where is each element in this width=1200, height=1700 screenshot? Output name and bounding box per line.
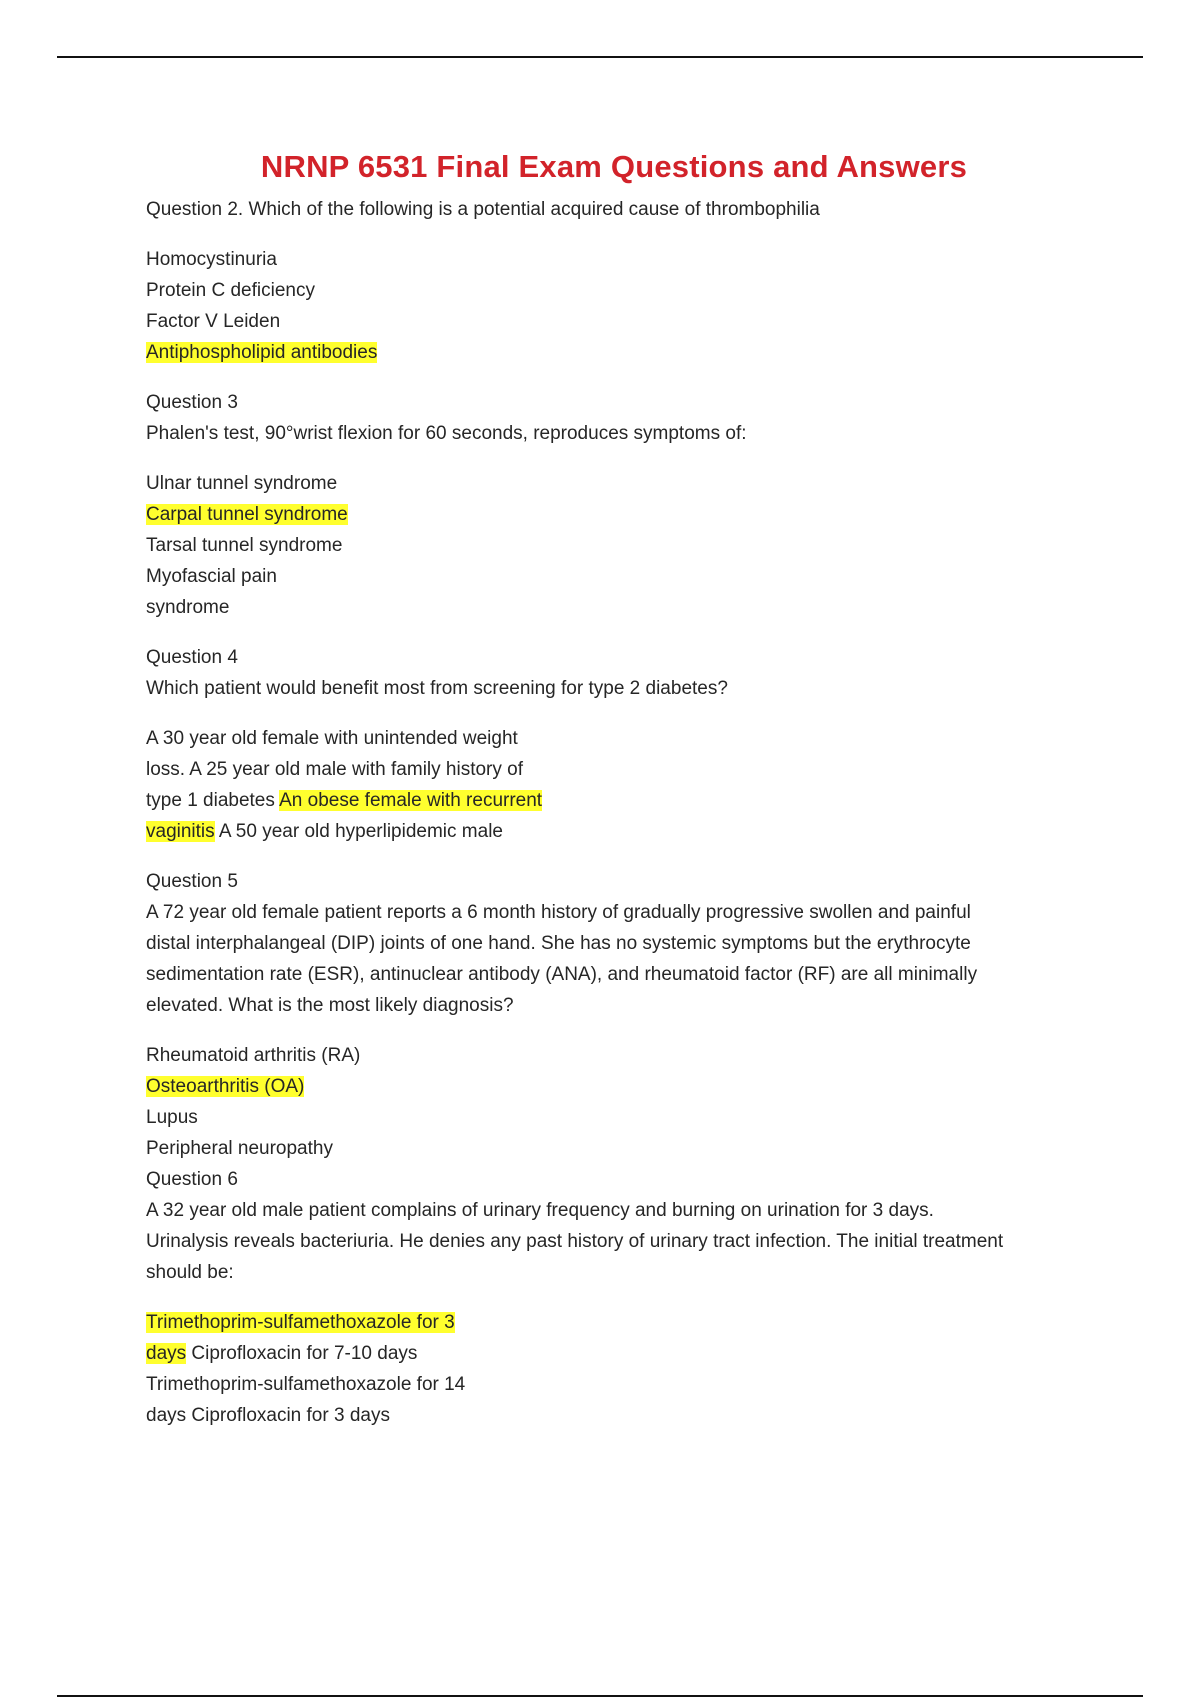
question-5-line-3: sedimentation rate (ESR), antinuclear antibody (ANA), and rheumatoid factor (RF) are all minimally xyxy=(146,964,978,985)
q6-options-line-4: days Ciprofloxacin for 3 days xyxy=(146,1405,390,1426)
question-3-text: Phalen's test, 90°wrist flexion for 60 seconds, reproduces symptoms of: xyxy=(146,423,747,444)
top-rule xyxy=(57,56,1143,58)
question-4-heading: Question 4 xyxy=(146,647,238,668)
q3-option-4-cont: syndrome xyxy=(146,597,230,618)
q4-option-text: A 50 year old hyperlipidemic male xyxy=(214,821,503,842)
q5-option-1: Rheumatoid arthritis (RA) xyxy=(146,1045,361,1066)
document-title: NRNP 6531 Final Exam Questions and Answers xyxy=(260,149,968,184)
q4-options-line-3 xyxy=(146,785,1096,816)
q3-answer-highlight: Carpal tunnel syndrome xyxy=(146,504,348,525)
q4-option-text: type 1 diabetes xyxy=(146,790,280,811)
q4-options-line-4 xyxy=(146,816,1096,847)
q4-options-line-1: A 30 year old female with unintended weight xyxy=(146,728,518,749)
q4-options-line-2: loss. A 25 year old male with family history of xyxy=(146,759,523,780)
question-5-line-2: distal interphalangeal (DIP) joints of one hand. She has no systemic symptoms but the erythrocyte xyxy=(146,933,971,954)
q3-option-1: Ulnar tunnel syndrome xyxy=(146,473,338,494)
question-6-line-1: A 32 year old male patient complains of urinary frequency and burning on urination for 3 days. xyxy=(146,1200,934,1221)
q4-answer-highlight: An obese female with recurrent xyxy=(279,790,543,811)
q6-answer-highlight-cont: days xyxy=(146,1343,187,1364)
q6-options-line-2 xyxy=(146,1338,1096,1369)
question-5-line-4: elevated. What is the most likely diagnosis? xyxy=(146,995,514,1016)
document-body xyxy=(146,194,1096,1431)
q6-answer-highlight: Trimethoprim-sulfamethoxazole for 3 xyxy=(146,1312,455,1333)
q3-option-4: Myofascial pain xyxy=(146,566,277,587)
question-5-line-1: A 72 year old female patient reports a 6 month history of gradually progressive swollen and painful xyxy=(146,902,971,923)
bottom-rule xyxy=(57,1695,1143,1697)
question-5-heading: Question 5 xyxy=(146,871,238,892)
q2-answer-highlight: Antiphospholipid antibodies xyxy=(146,342,378,363)
q6-options-line-3: Trimethoprim-sulfamethoxazole for 14 xyxy=(146,1374,466,1395)
q4-answer-highlight-cont: vaginitis xyxy=(146,821,215,842)
q5-option-4: Peripheral neuropathy xyxy=(146,1138,333,1159)
question-3-heading: Question 3 xyxy=(146,392,238,413)
q6-option-text: Ciprofloxacin for 7-10 days xyxy=(186,1343,418,1364)
question-6-line-3: should be: xyxy=(146,1262,234,1283)
question-6-heading: Question 6 xyxy=(146,1169,238,1190)
q5-option-3: Lupus xyxy=(146,1107,198,1128)
q2-option-1: Homocystinuria xyxy=(146,249,277,270)
q2-option-3: Factor V Leiden xyxy=(146,311,281,332)
q2-option-2: Protein C deficiency xyxy=(146,280,315,301)
q5-answer-highlight: Osteoarthritis (OA) xyxy=(146,1076,305,1097)
question-6-line-2: Urinalysis reveals bacteriuria. He denies any past history of urinary tract infection. The initial treatment xyxy=(146,1231,1004,1252)
q3-option-3: Tarsal tunnel syndrome xyxy=(146,535,343,556)
question-2-text: Question 2. Which of the following is a potential acquired cause of thrombophilia xyxy=(146,199,820,220)
question-4-text: Which patient would benefit most from screening for type 2 diabetes? xyxy=(146,678,728,699)
